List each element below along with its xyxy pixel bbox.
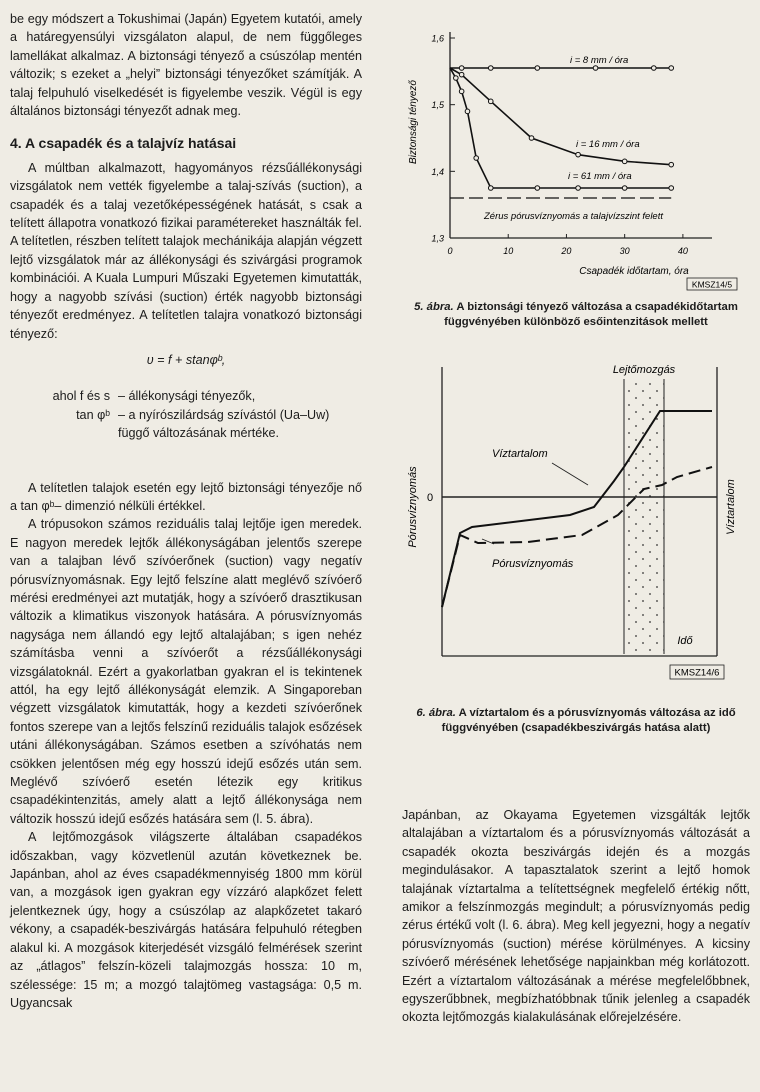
y-tick-label: 1,6 xyxy=(431,33,444,44)
data-point xyxy=(593,66,598,71)
definition-key: tan φᵇ xyxy=(76,407,110,422)
paragraph-unsaturated: A telítetlen talajok esetén egy lejtő biztonsági tényezője nő a tan φᵇ– dimenzió nélküli értékkel. xyxy=(10,480,362,513)
data-point xyxy=(459,72,464,77)
data-point xyxy=(669,162,674,167)
definition-row xyxy=(10,406,362,443)
y-tick-label: 1,3 xyxy=(431,233,444,244)
definition-value: – a nyírószilárdság szívástól (Ua–Uw) függő változásának mértéke. xyxy=(118,407,330,441)
paragraph-tropics: A trópusokon számos reziduális talaj lejtője igen meredek. E nagyon meredek lejtők állékonyságában jelentős szerepe van a talajban lévő szívóerőnek (suction) vagy negatív pórusvíznyomásnak. Egy lejtő felszíne alatt meglévő szívóerő mérési eredményei azt mutatják, hogy a szívóerő drasztikusan változik a klimatikus viszonyok hatására. A pórusvíznyomás nagysága nem állandó egy lejtő altalajában; s igen nehéz számításba venni a szívóerőt a rézsűállékonysági vizsgálatoknál. Ezért a gyakorlatban gyakran el is tekintenek attól, ha egy lejtő állékonyságát elemzik. A Singaporeban végzett vizsgálatok kimutatták, hogy a kezdeti szívóerőnek fontos szerepe van a lejtős felszínű reziduális talajok esőzések utáni állékonyságában. Számos esetben a szívóhatás nem csökken jelentősen még egy hosszú idejű esőzés után sem. Meglévő szívóerő esetén létezik egy kritikus csapadékintenzitás, amely alatt a lejtő állékonysága nem változik hosszú idejű esőzés hatására sem (l. 5. ábra). xyxy=(10,517,362,826)
x-axis-label: Csapadék időtartam, óra xyxy=(579,266,689,277)
series-61-line xyxy=(450,68,671,188)
data-point xyxy=(488,99,493,104)
figure-6-caption-text: A víztartalom és a pórusvíznyomás változása az idő függvényében (csapadékbeszivárgás hatása alatt) xyxy=(441,707,736,734)
water-content-pointer xyxy=(552,463,588,485)
left-column xyxy=(10,10,362,1012)
zero-label: 0 xyxy=(426,492,434,504)
series-label-8: i = 8 mm / óra xyxy=(570,55,629,66)
zero-pressure-label: Zérus pórusvíznyomás a talajvízszint felett xyxy=(484,211,663,222)
x-tick-label: 30 xyxy=(619,246,630,256)
pore-pressure-curve xyxy=(442,467,712,607)
paragraph-japan: A lejtőmozgások világszerte általában csapadékos időszakban, vagy közvetlenül azután következnek be. Japánban, ahol az éves csapadékmennyiség 1800 mm körül van, a mozgások igen gyakran egy vízzáró alapkőzet felett jelentkeznek úgy, hogy a csúszólap az alapkőzetet takaró vékony, a csapadék-beszivárgás hatására felpuhuló rétegben alakul ki. A mozgások kiterjedését vizsgáló felmérések szerint az „átlagos” felszín-közeli talajmozgás hossza: 10 m, szélessége: 15 m; a mozgó talajtömeg vastagsága: 0,5 m. Ugyancsak xyxy=(10,830,362,1010)
water-content-label: Víztartalom xyxy=(492,448,548,460)
figure-5-number: 5. ábra. xyxy=(414,301,454,313)
definition-value: – állékonysági tényezők, xyxy=(118,389,256,404)
data-point xyxy=(622,186,627,191)
right-column-text xyxy=(402,806,750,1027)
section-heading: 4. A csapadék és a talajvíz hatásai xyxy=(10,135,237,152)
data-point xyxy=(454,76,459,81)
y-axis-label: Biztonsági tényező xyxy=(408,80,419,164)
data-point xyxy=(488,66,493,71)
formula: υ = f + stanφᵇ, xyxy=(146,352,226,367)
figure-5-chart xyxy=(402,10,750,300)
data-point xyxy=(488,186,493,191)
series-16-line xyxy=(450,68,671,165)
data-point xyxy=(474,156,479,161)
data-point xyxy=(535,66,540,71)
x-tick-label: 20 xyxy=(561,246,572,256)
data-point xyxy=(669,66,674,71)
data-point xyxy=(535,186,540,191)
figure-6 xyxy=(402,359,750,735)
data-point xyxy=(465,109,470,114)
figure-6-code: KMSZ14/6 xyxy=(674,667,720,679)
right-axis-label: Víztartalom xyxy=(725,479,737,535)
x-tick-label: 0 xyxy=(447,246,453,256)
water-content-curve xyxy=(442,411,712,607)
pore-pressure-label: Pórusvíznyomás xyxy=(492,558,574,570)
paragraph-okayama: Japánban, az Okayama Egyetemen vizsgálták lejtők altalajában a víztartalom és a pórusvíznyomás változását a csapadék okozta beszivárgás idején és a mozgás megindulásakor. A tapasztalatok szerint a lejtő homok talajának víztartalma a telítettségnek megfelelő értékig nőtt, amikor a felszínmozgás megindult; a pórusvíznyomás pedig zérus értékű volt (l. 6. ábra). Meg kell jegyezni, hogy a negatív pórusvíznyomás (suction) mérése körülményes. A kicsiny szívóerő mérésének lehetősége napjainkban még korlátozott. Ezért a víztartalom változásának a mérése megfelelőbbnek, egyszerűbbnek, megbízhatóbbnak tűnik jelenleg a csapadék okozta lejtőmozgás kialakulásának előrejelzésére. xyxy=(402,808,750,1025)
definition-key: ahol f és s xyxy=(52,389,110,404)
data-point xyxy=(459,66,464,71)
y-tick-label: 1,5 xyxy=(431,100,444,111)
data-point xyxy=(576,152,581,157)
figure-6-caption xyxy=(402,706,750,735)
data-point xyxy=(669,186,674,191)
series-label-61: i = 61 mm / óra xyxy=(568,171,632,182)
figure-5 xyxy=(402,10,750,329)
series-label-16: i = 16 mm / óra xyxy=(576,139,640,150)
y-tick-label: 1,4 xyxy=(431,166,444,177)
data-point xyxy=(622,159,627,164)
right-column xyxy=(402,10,750,735)
figure-6-diagram xyxy=(402,359,750,704)
figure-code: KMSZ14/5 xyxy=(691,279,733,290)
data-point xyxy=(576,186,581,191)
figure-6-number: 6. ábra. xyxy=(416,707,456,719)
x-tick-label: 10 xyxy=(503,246,514,256)
data-point xyxy=(529,136,534,141)
x-tick-label: 40 xyxy=(677,246,688,256)
time-label: Idő xyxy=(677,635,693,647)
data-point xyxy=(459,89,464,94)
figure-5-caption xyxy=(402,300,750,329)
landslide-zone xyxy=(624,379,664,654)
formula-definitions xyxy=(10,387,362,442)
data-point xyxy=(651,66,656,71)
landslide-label: Lejtőmozgás xyxy=(612,364,676,376)
left-axis-label: Pórusvíznyomás xyxy=(407,466,419,548)
figure-5-caption-text: A biztonsági tényező változása a csapadékidőtartam függvényében különböző esőintenzitások mellett xyxy=(444,301,738,328)
paragraph-suction: A múltban alkalmazott, hagyományos rézsűállékonysági vizsgálatok nem vették figyelembe a talaj-szívás (suction), a csapadék és a talaj vezetőképességének hatását, s csak a telített állapotra vonatkozó fizikai paramétereket használták fel. A telítetlen, részben telített talajok mechánikája alapján végzett lejtő vizsgálatok már az állékonysági és szivárgási programok kombinációi. A Kuala Lumpuri Műszaki Egyetemen kimutatták, hogy a nagyobb szívási (suction) érték nagyobb biztonsági tényezőt eredményez. A telítetlen talajra vonatkozó biztonsági tényező: xyxy=(10,160,362,341)
paragraph-intro: be egy módszert a Tokushimai (Japán) Egyetem kutatói, amely a határegyensúlyi vizsgálaton alapul, de nem függőleges lamellákat alkalmaz. A biztonsági tényező a csúszólap mentén változik; s ezeket a „helyi” biztonsági tényezőket számítják. A talaj felpuhuló viselkedését is figyelembe veszik. Végül is egy általános biztonsági tényezőt adnak meg. xyxy=(10,12,362,119)
definition-row xyxy=(10,387,362,405)
